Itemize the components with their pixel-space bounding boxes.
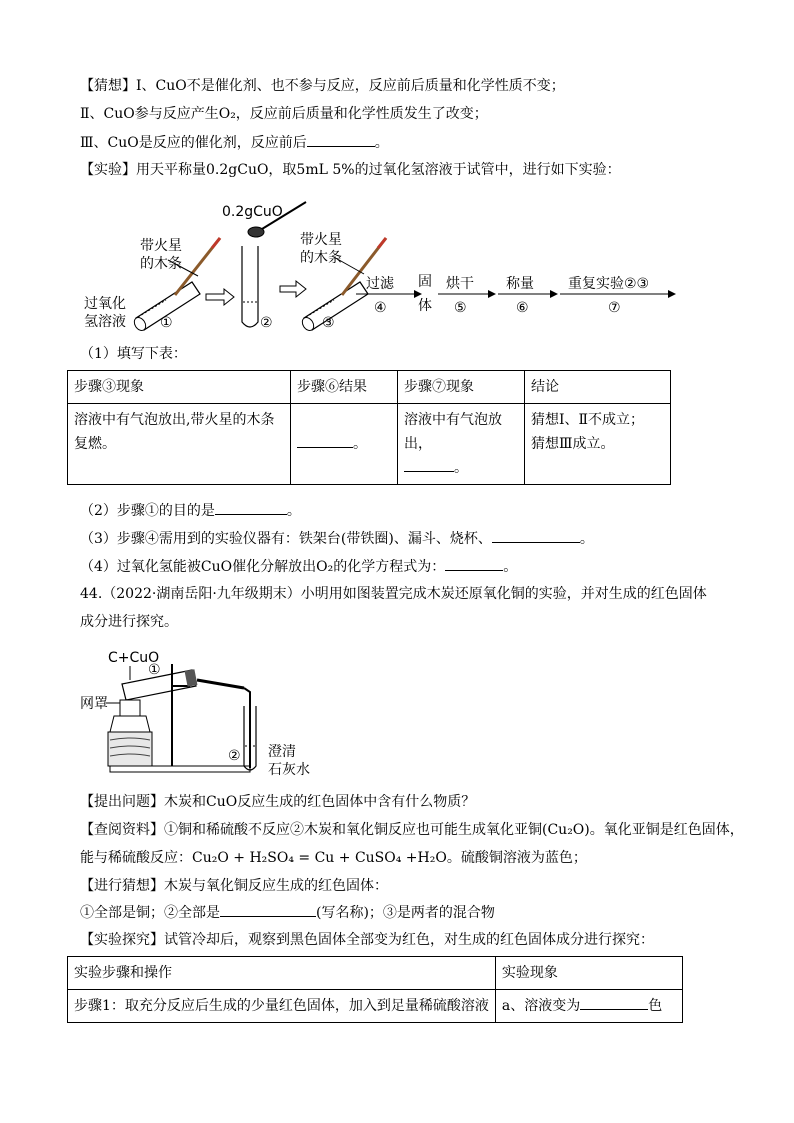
cuo-label: 0.2gCuO (222, 204, 283, 220)
phenomenon-text: a、溶液变为 (501, 998, 581, 1014)
hypothesis-2: Ⅱ、CuO参与反应产生O₂，反应前后质量和化学性质发生了改变； (80, 106, 488, 122)
step-repeat-label: 重复实验②③ (568, 276, 650, 292)
apparatus-figure-2 (70, 640, 360, 780)
hypothesis-3-blank[interactable] (307, 132, 375, 147)
test-tube-2 (242, 246, 258, 327)
q4-blank[interactable] (445, 556, 503, 571)
table-header-cell: 实验步骤和操作 (68, 957, 496, 990)
table-cell-step6 (291, 404, 398, 485)
guess-blank[interactable] (220, 902, 316, 917)
table-cell-step3: 溶液中有气泡放出,带火星的木条复燃。 (68, 404, 291, 485)
experiment-figure-1 (70, 190, 710, 340)
table-cell-phenomenon (495, 990, 682, 1023)
q3-suffix: 。 (579, 531, 594, 547)
step6-blank[interactable] (297, 433, 353, 448)
tube-num-2: ② (260, 315, 273, 331)
q4-text: （4）过氧化氢能被CuO催化分解放出O₂的化学方程式为： (80, 559, 446, 575)
q3-blank[interactable] (492, 528, 580, 543)
step6-suffix: 。 (353, 436, 367, 452)
table-header-row (68, 957, 683, 990)
q1-prompt: （1）填写下表： (80, 346, 187, 362)
hypothesis-3 (80, 132, 389, 153)
experiment-intro: 【实验】用天平称量0.2gCuO，取5mL 5%的过氧化氢溶液于试管中，进行如下实验： (80, 162, 621, 178)
question-raise: 【提出问题】木炭和CuO反应生成的红色固体中含有什么物质？ (80, 794, 476, 810)
guess-line (80, 902, 495, 923)
q4-suffix: 。 (503, 559, 518, 575)
phenomenon-blank[interactable] (580, 995, 648, 1010)
table-cell-step7 (398, 404, 525, 485)
delivery-tube (197, 680, 244, 688)
conclusion-line-2: 猜想Ⅲ成立。 (531, 436, 615, 452)
tube-num-1: ① (160, 315, 173, 331)
h2o2-label-a: 过氧化 (84, 296, 126, 312)
table-header-cell: 结论 (525, 371, 671, 404)
q4 (80, 556, 517, 577)
apparatus-num-1: ① (148, 662, 161, 678)
inquiry-line: 【实验探究】试管冷却后，观察到黑色固体全部变为红色，对生成的红色固体成分进行探究： (80, 932, 654, 948)
inquiry-table (67, 956, 683, 1023)
q2-blank[interactable] (215, 500, 287, 515)
hypothesis-1: 【猜想】Ⅰ、CuO不是催化剂、也不参与反应，反应前后质量和化学性质不变； (80, 78, 565, 94)
table-cell-step1: 步骤1：取充分反应后生成的少量红色固体，加入到足量稀硫酸溶液 (68, 990, 496, 1023)
splint-label-2b: 的木条 (300, 250, 342, 266)
q3 (80, 528, 594, 549)
limewater-label-a: 澄清 (268, 744, 296, 760)
table-header-cell: 步骤③现象 (68, 371, 291, 404)
problem44-line2: 成分进行探究。 (80, 614, 178, 630)
table-header-cell: 步骤⑦现象 (398, 371, 525, 404)
table-header-row (68, 371, 671, 404)
solid-label-a: 固 (418, 274, 432, 290)
solid-label-b: 体 (418, 298, 432, 314)
step7-suffix: 。 (454, 460, 468, 476)
mesh-label: 网罩 (80, 696, 108, 712)
table-cell-conclusion (525, 404, 671, 485)
problem44-line1: 44.（2022·湖南岳阳·九年级期末）小明用如图装置完成木炭还原氧化铜的实验，并对生成的红色固体 (80, 586, 707, 602)
materials-line-2: 能与稀硫酸反应：Cu₂O + H₂SO₄ = Cu + CuSO₄ +H₂O。硫酸铜溶液为蓝色； (80, 850, 587, 866)
step-num-4: ④ (374, 300, 387, 316)
guess-suffix: (写名称)；③是两者的混合物 (316, 905, 495, 921)
step-weigh-label: 称量 (506, 276, 534, 292)
q2-suffix: 。 (286, 503, 301, 519)
alcohol-lamp (108, 700, 152, 766)
conclusion-line-1: 猜想Ⅰ、Ⅱ不成立； (531, 412, 645, 428)
step7-text: 溶液中有气泡放出， (404, 412, 502, 452)
step-num-6: ⑥ (516, 300, 529, 316)
materials-line-1: 【查阅资料】①铜和稀硫酸不反应②木炭和氧化铜反应也可能生成氧化亚铜(Cu₂O)。氧化亚铜是红色固体， (80, 822, 744, 838)
hollow-arrow-2 (280, 281, 306, 297)
step-dry-label: 烘干 (446, 276, 474, 292)
apparatus-num-2: ② (228, 748, 241, 764)
splint-label-1b: 的木条 (140, 256, 182, 272)
results-table (67, 370, 671, 485)
h2o2-label-b: 氢溶液 (84, 314, 126, 330)
step-num-5: ⑤ (454, 300, 467, 316)
q2-text: （2）步骤①的目的是 (80, 503, 215, 519)
guess-text: ①全部是铜；②全部是 (80, 905, 220, 921)
table-header-cell: 实验现象 (495, 957, 682, 990)
tube-num-3: ③ (322, 315, 335, 331)
q3-text: （3）步骤④需用到的实验仪器有：铁架台(带铁圈)、漏斗、烧杯、 (80, 531, 492, 547)
limewater-label-b: 石灰水 (268, 762, 310, 778)
step7-blank[interactable] (404, 457, 454, 472)
splint-label-1a: 带火星 (140, 238, 182, 254)
q2 (80, 500, 301, 521)
table-row (68, 990, 683, 1023)
table-header-cell: 步骤⑥结果 (291, 371, 398, 404)
phenomenon-suffix: 色 (648, 998, 663, 1014)
reactant-label: C+CuO (108, 650, 160, 666)
table-row (68, 404, 671, 485)
step-num-7: ⑦ (608, 300, 621, 316)
hypothesis-3-suffix: 。 (374, 135, 389, 151)
hypothesis-3-text: Ⅲ、CuO是反应的催化剂，反应前后 (80, 135, 307, 151)
step-filter-label: 过滤 (366, 276, 394, 292)
hollow-arrow-1 (206, 289, 234, 305)
splint-label-2a: 带火星 (300, 232, 342, 248)
guess-title: 【进行猜想】木炭与氧化铜反应生成的红色固体： (80, 878, 388, 894)
